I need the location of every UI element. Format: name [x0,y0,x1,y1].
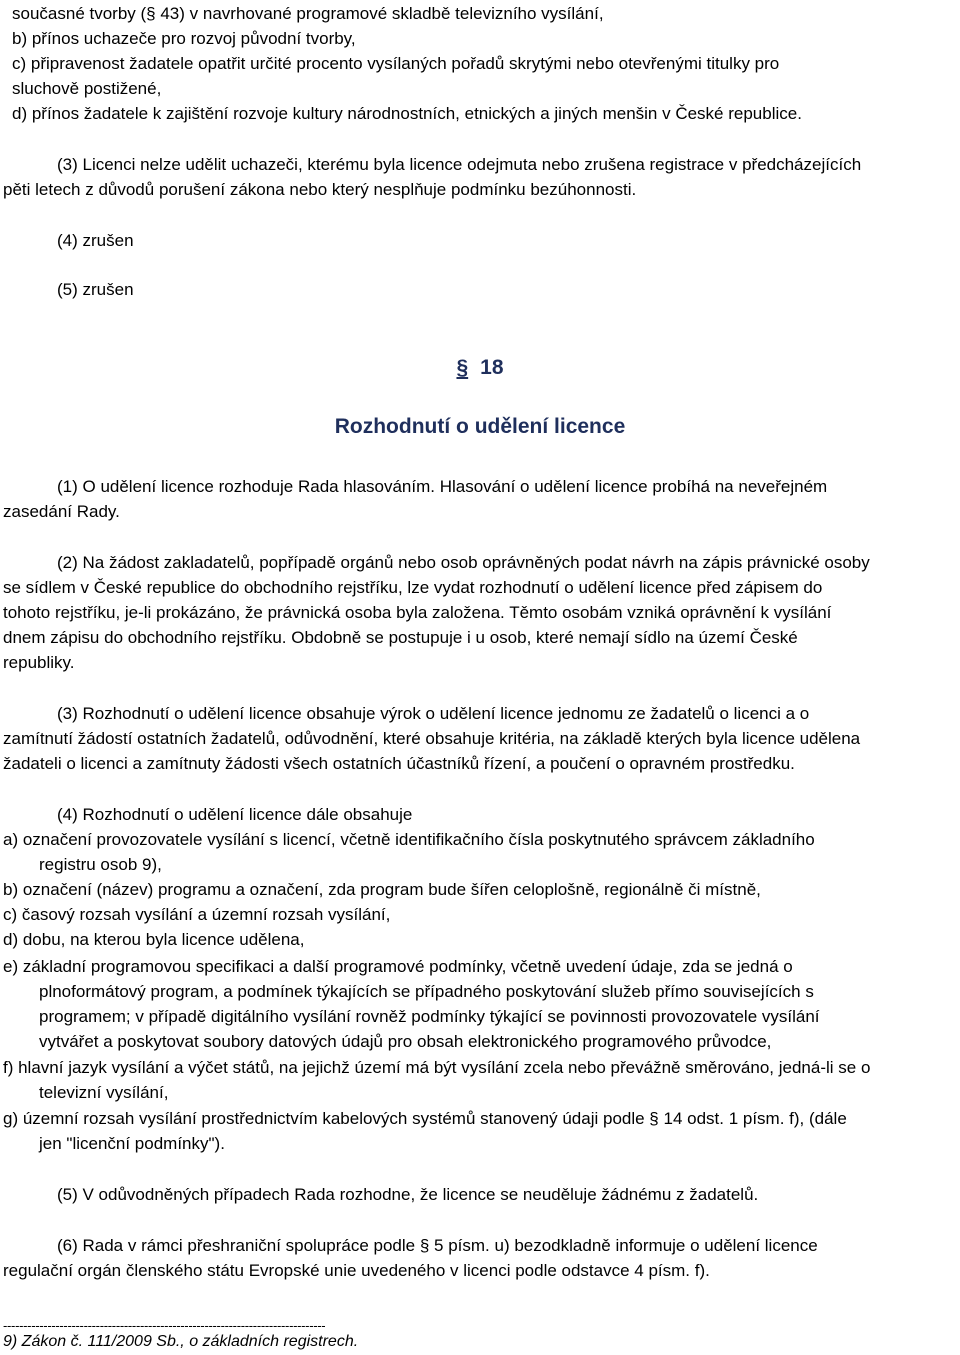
s18-item-g-line2: jen "licenční podmínky"). [39,1134,225,1153]
list-item-b: b) přínos uchazeče pro rozvoj původní tvorby, [12,29,356,48]
s18-paragraph-2-line1: (2) Na žádost zakladatelů, popřípadě orgánů nebo osob oprávněných podat návrh na zápis právnické osoby [57,553,870,572]
s18-paragraph-2-line3: tohoto rejstříku, je-li prokázáno, že právnická osoba byla založena. Těmto osobám vzniká oprávnění k vysílání [3,603,832,622]
s18-item-e-line2: plnoformátový program, a podmínek týkajících se případného poskytování služeb přímo souvisejících s [39,982,814,1001]
s18-item-a-line2: registru osob 9), [39,855,162,874]
section-symbol: § [456,356,469,379]
footnote-9: 9) Zákon č. 111/2009 Sb., o základních registrech. [3,1333,359,1350]
s18-item-g-line1: g) územní rozsah vysílání prostřednictvím kabelových systémů stanovený údaji podle § 14 odst. 1 písm. f), (dále [3,1109,847,1128]
paragraph-3-line2: pěti letech z důvodů porušení zákona nebo který nesplňuje podmínku bezúhonnosti. [3,180,637,199]
list-item-c-cont: sluchově postižené, [12,79,162,98]
s18-item-f-line2: televizní vysílání, [39,1083,169,1102]
s18-paragraph-2-line2: se sídlem v České republice do obchodního rejstříku, lze vydat rozhodnutí o udělení licence před zápisem do [3,578,823,597]
s18-paragraph-6-line1: (6) Rada v rámci přeshraniční spolupráce podle § 5 písm. u) bezodkladně informuje o udělení licence [57,1236,818,1255]
s18-paragraph-1-line2: zasedání Rady. [3,502,120,521]
list-item-d: d) přínos žadatele k zajištění rozvoje kultury národnostních, etnických a jiných menšin v České republice. [12,104,802,123]
s18-paragraph-5: (5) V odůvodněných případech Rada rozhodne, že licence se neuděluje žádnému z žadatelů. [57,1185,759,1204]
list-item-c: c) připravenost žadatele opatřit určité procento vysílaných pořadů skrytými nebo otevřenými titulky pro [12,54,780,73]
s18-paragraph-1-line1: (1) O udělení licence rozhoduje Rada hlasováním. Hlasování o udělení licence probíhá na neveřejném [57,477,828,496]
footnote-separator: -------------------------------------------------------------------------------- [3,1318,326,1333]
s18-paragraph-3-line1: (3) Rozhodnutí o udělení licence obsahuje výrok o udělení licence jednomu ze žadatelů o licenci a o [57,704,810,723]
s18-item-c: c) časový rozsah vysílání a územní rozsah vysílání, [3,905,391,924]
section-number [0,355,960,381]
s18-paragraph-2-line5: republiky. [3,653,75,672]
s18-item-e-line4: vytvářet a poskytovat soubory datových údajů pro obsah elektronického programového průvodce, [39,1032,772,1051]
s18-item-f-line1: f) hlavní jazyk vysílání a výčet států, na jejichž území má být vysílání zcela nebo převážně směrováno, jedná-li se o [3,1058,871,1077]
section-title: Rozhodnutí o udělení licence [334,415,626,438]
s18-paragraph-6-line2: regulační orgán členského státu Evropské unie uvedeného v licenci podle odstavce 4 písm. f). [3,1261,710,1280]
s18-paragraph-3-line2: zamítnutí žádostí ostatních žadatelů, odůvodnění, které obsahuje kritéria, na základě kterých byla licence udělena [3,729,861,748]
s18-paragraph-2-line4: dnem zápisu do obchodního rejstříku. Obdobně se postupuje i u osob, které nemají sídlo na území České [3,628,798,647]
paragraph-5-repealed: (5) zrušen [57,280,134,299]
s18-item-d: d) dobu, na kterou byla licence udělena, [3,930,305,949]
s18-item-a-line1: a) označení provozovatele vysílání s licencí, včetně identifikačního čísla poskytnutého správcem základního [3,830,815,849]
s18-item-b: b) označení (název) programu a označení, zda program bude šířen celoplošně, regionálně či místně, [3,880,761,899]
s18-item-e-line1: e) základní programovou specifikaci a další programové podmínky, včetně uvedení údaje, zda se jedná o [3,957,793,976]
section-number-value: 18 [480,356,504,379]
paragraph-4-repealed: (4) zrušen [57,231,134,250]
list-item-cont: současné tvorby (§ 43) v navrhované programové skladbě televizního vysílání, [12,4,604,23]
s18-paragraph-3-line3: žadateli o licenci a zamítnuty žádosti všech ostatních účastníků řízení, a poučení o opravném prostředku. [3,754,795,773]
paragraph-3-line1: (3) Licenci nelze udělit uchazeči, kterému byla licence odejmuta nebo zrušena registrace v předcházejících [57,155,862,174]
s18-item-e-line3: programem; v případě digitálního vysílání rovněž podmínky týkající se povinnosti provozovatele vysílání [39,1007,820,1026]
s18-paragraph-4-intro: (4) Rozhodnutí o udělení licence dále obsahuje [57,805,413,824]
